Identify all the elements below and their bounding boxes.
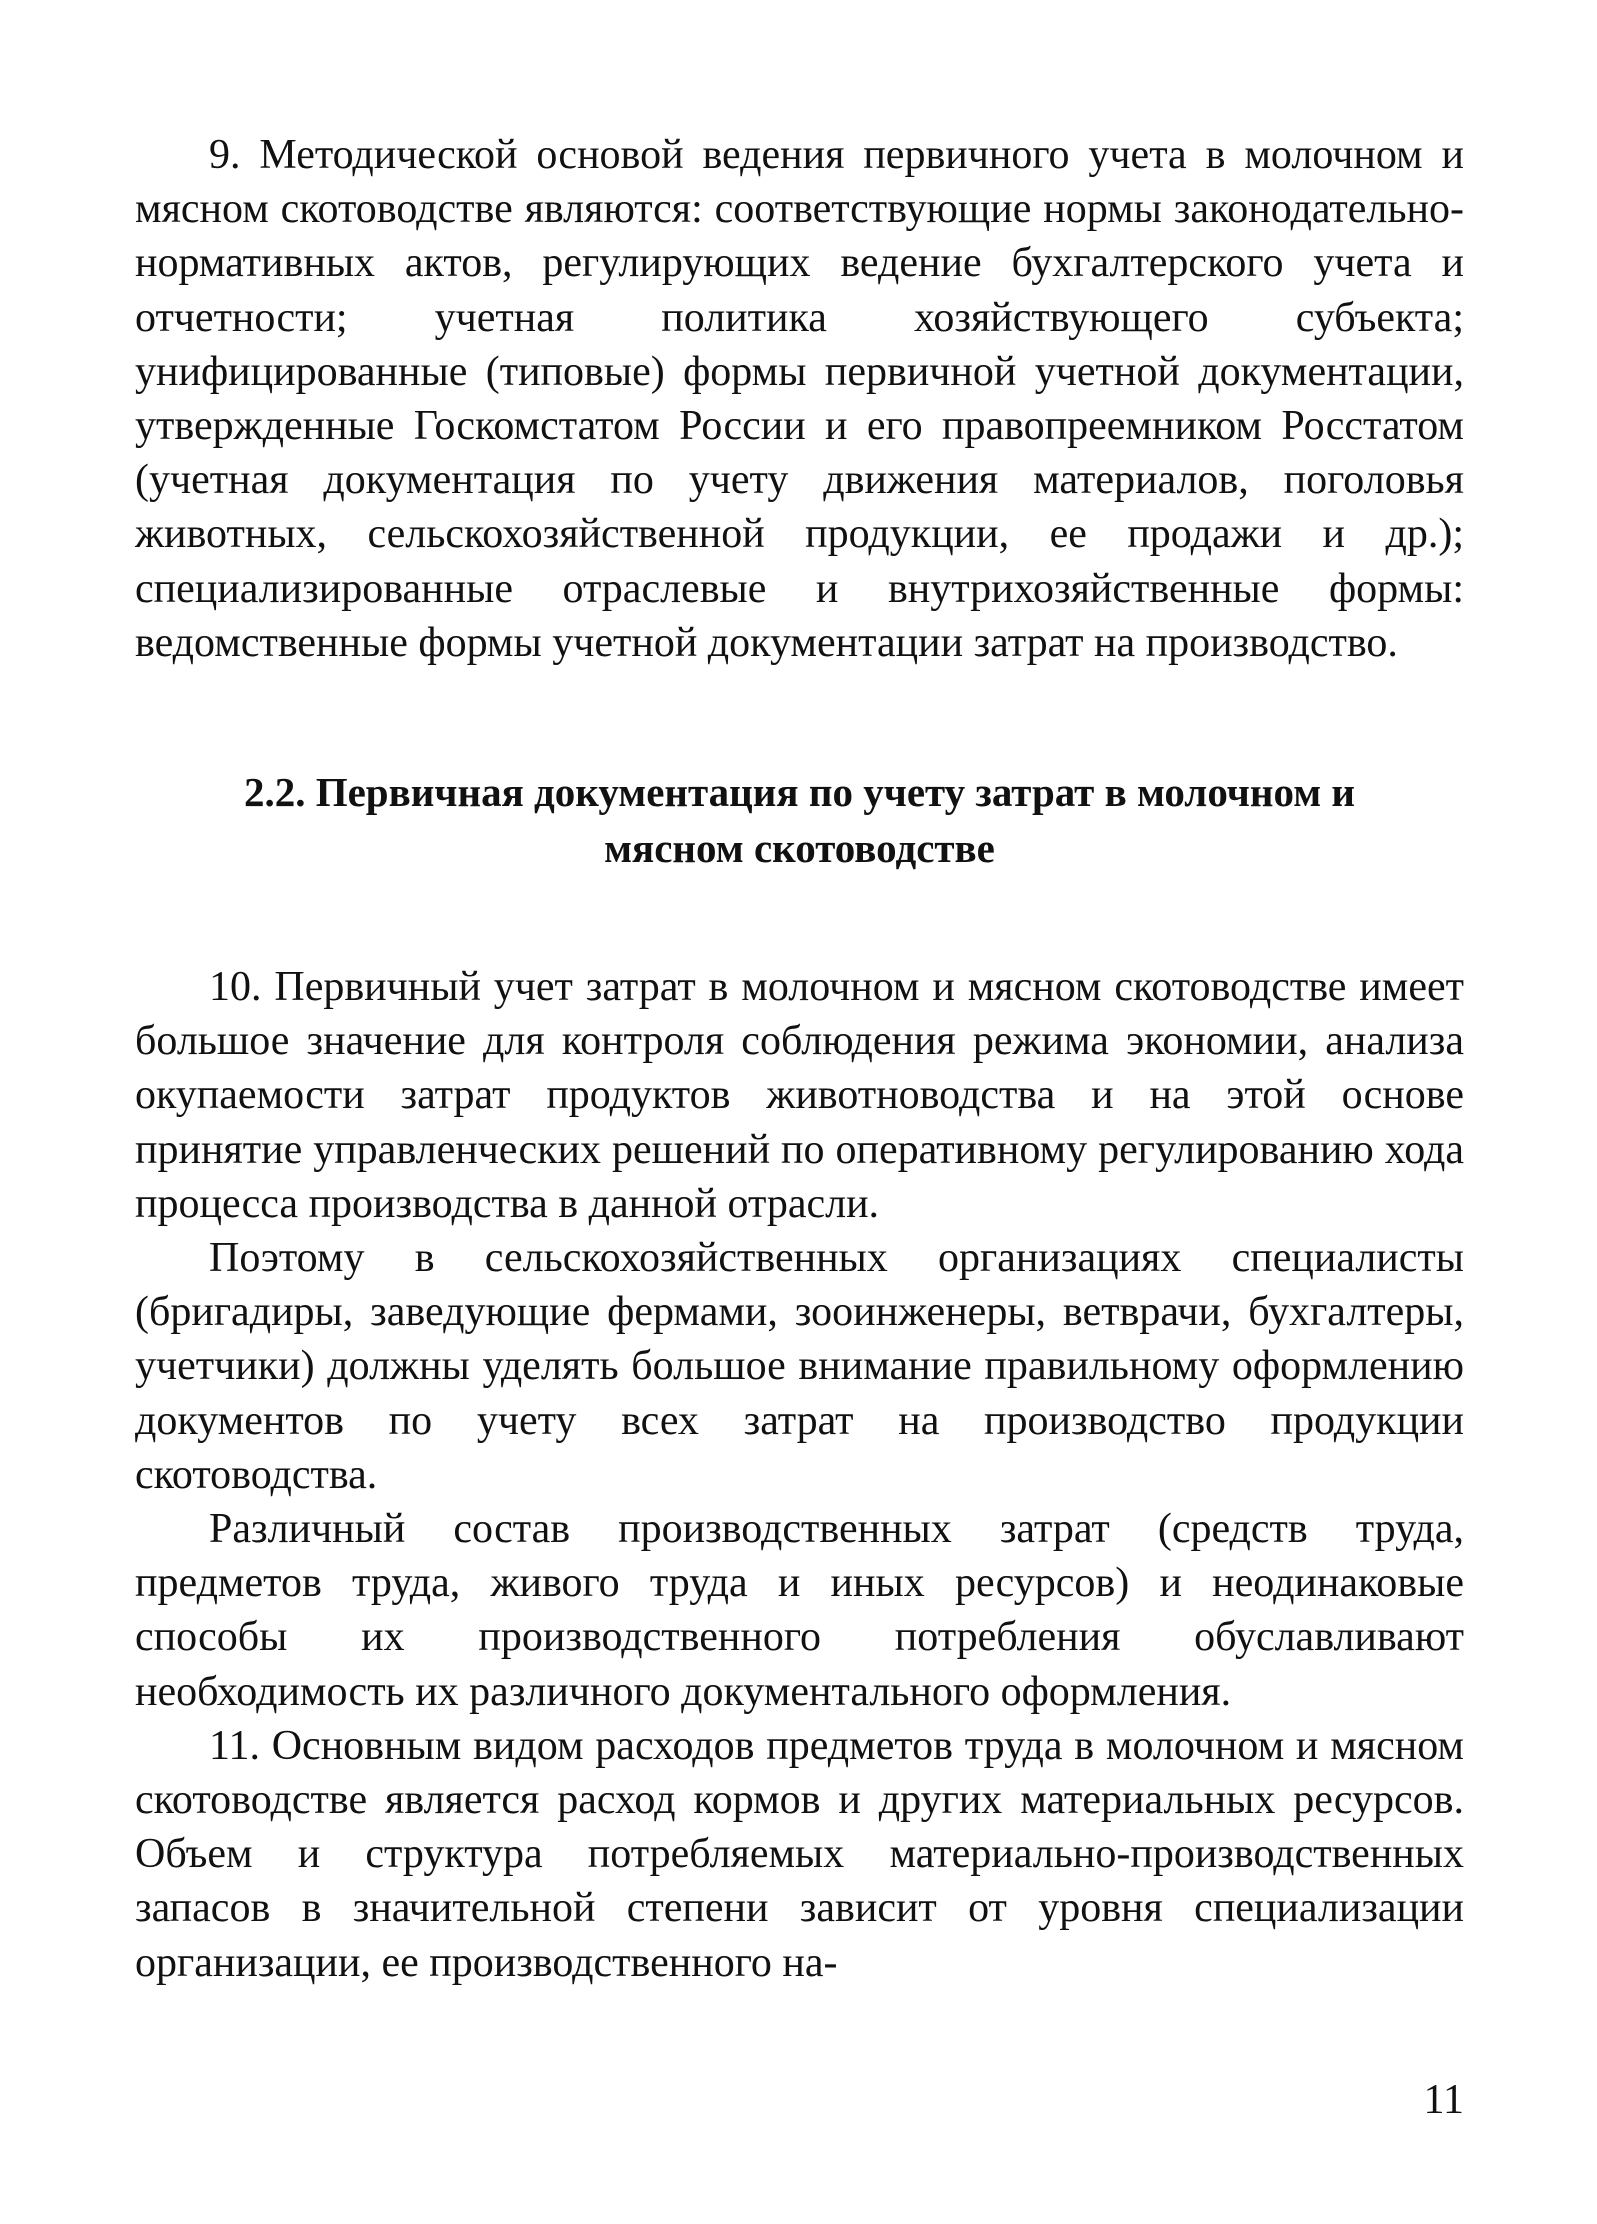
paragraph-10: 10. Первичный учет затрат в молочном и мясном скотоводстве имеет большое значение для контроля соблюдения режима экономии, анализа окупаемости затрат продуктов животноводства и на этой основе принятие управленческих решений по оперативному регулированию хода процесса производства в данной отрасли. [135,964,1464,1227]
page-number: 11 [1423,2077,1464,2123]
section-heading: 2.2. Первичная документация по учету затрат в молочном и мясном скотоводстве [243,769,1356,872]
paragraph-9: 9. Методической основой ведения первичного учета в молочном и мясном скотоводстве являются: соответствующие нормы законодательно-нормативных актов, регулирующих ведение бухгалтерского учета и отчетности; учетная политика хозяйствующего субъекта; унифицированные (типовые) формы первичной учетной документации, утвержденные Госкомстатом России и его правопреемником Росстатом (учетная документация по учету движения материалов, поголовья животных, сельскохозяйственной продукции, ее продажи и др.); специализированные отраслевые и внутрихозяйственные формы: ведомственные формы учетной документации затрат на производство. [135,132,1464,666]
paragraph-cost-composition: Различный состав производственных затрат (средств труда, предметов труда, живого труда и иных ресурсов) и неодинаковые способы их производственного потребления обуславливают необходимость их различного документального оформления. [135,1506,1464,1715]
paragraph-11: 11. Основным видом расходов предметов труда в молочном и мясном скотоводстве является расход кормов и других материальных ресурсов. Объем и структура потребляемых материально-производственных запасов в значительной степени зависит от уровня специализации организации, ее производственного на- [135,1722,1464,1986]
paragraph-specialists: Поэтому в сельскохозяйственных организациях специалисты (бригадиры, заведующие фермами, зооинженеры, ветврачи, бухгалтеры, учетчики) должны уделять большое внимание правильному оформлению документов по учету всех затрат на производство продукции скотоводства. [135,1235,1464,1498]
text-column [135,128,1464,1990]
